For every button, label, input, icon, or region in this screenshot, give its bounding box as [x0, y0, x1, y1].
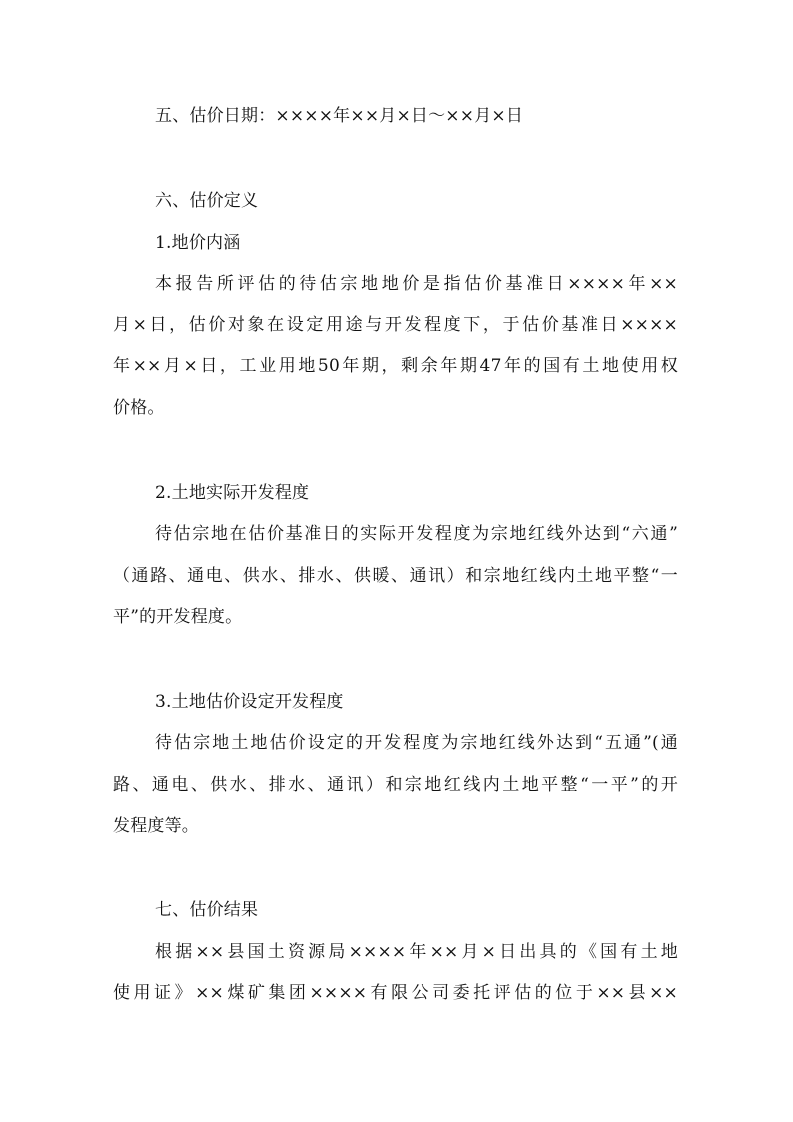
paragraph-line: 待估宗地土地估价设定的开发程度为宗地红线外达到“五通”(通: [155, 733, 678, 753]
paragraph-line: 路、通电、供水、排水、通讯）和宗地红线内土地平整“一平”的开: [113, 775, 678, 795]
paragraph-line: 发程度等。: [113, 816, 199, 836]
paragraph-line: 使用证》××煤矿集团××××有限公司委托评估的位于××县××: [113, 983, 678, 1003]
paragraph-line: 价格。: [113, 398, 165, 418]
section-6-heading: 六、估价定义: [155, 191, 259, 211]
paragraph-line: 本报告所评估的待估宗地地价是指估价基准日××××年××: [155, 274, 678, 294]
subsection-3-title: 3.土地估价设定开发程度: [155, 692, 344, 712]
paragraph-line: 年××月×日，工业用地50年期，剩余年期47年的国有土地使用权: [113, 356, 678, 376]
paragraph-line: 根据××县国土资源局××××年××月×日出具的《国有土地: [155, 942, 678, 962]
section-5-heading: 五、估价日期：××××年××月×日～××月×日: [155, 106, 524, 126]
paragraph-line: 待估宗地在估价基准日的实际开发程度为宗地红线外达到“六通”: [155, 524, 678, 544]
paragraph-line: 平”的开发程度。: [113, 607, 243, 627]
subsection-1-title: 1.地价内涵: [155, 233, 241, 253]
paragraph-line: （通路、通电、供水、排水、供暖、通讯）和宗地红线内土地平整“一: [113, 566, 678, 586]
paragraph-line: 月×日，估价对象在设定用途与开发程度下，于估价基准日××××: [113, 315, 678, 335]
subsection-2-title: 2.土地实际开发程度: [155, 483, 310, 503]
section-7-heading: 七、估价结果: [155, 900, 259, 920]
